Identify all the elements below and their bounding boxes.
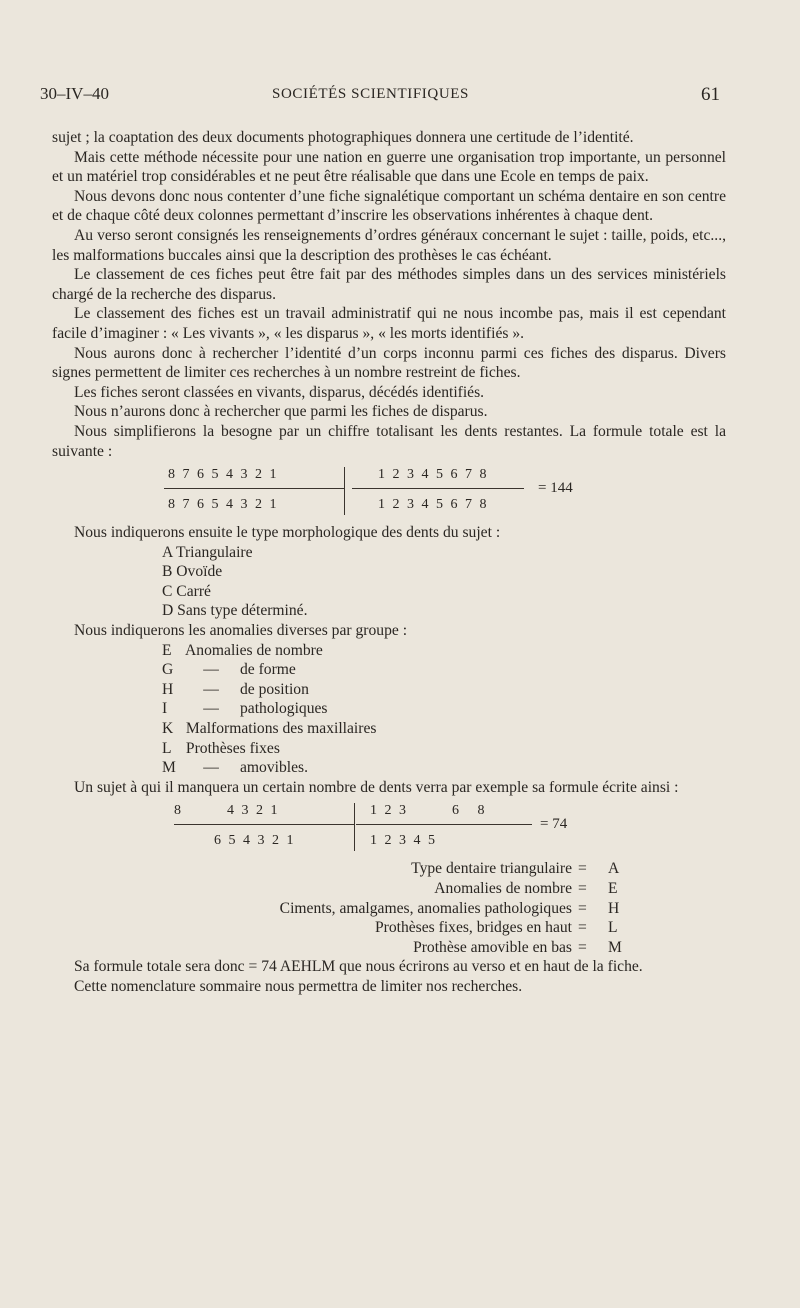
summary-row: Anomalies de nombre = E bbox=[434, 880, 618, 897]
formula-upper-right: 1 2 3 4 5 6 7 8 bbox=[378, 467, 489, 483]
fraction-rule bbox=[164, 488, 344, 489]
formula-total: = 74 bbox=[540, 816, 568, 833]
paragraph: Nous indiquerons ensuite le type morphologique des dents du sujet : bbox=[74, 524, 501, 542]
header-date: 30–IV–40 bbox=[40, 84, 109, 103]
list-item: M — amovibles. bbox=[162, 759, 308, 777]
paragraph: Nous n’aurons donc à rechercher que parmi les fiches de disparus. bbox=[74, 403, 488, 421]
paragraph: Les fiches seront classées en vivants, disparus, décédés identifiés. bbox=[74, 383, 485, 401]
paragraph: Nous indiquerons les anomalies diverses par groupe : bbox=[74, 622, 408, 640]
list-item: L Prothèses fixes bbox=[162, 739, 280, 757]
list-item: C Carré bbox=[162, 582, 211, 600]
midline-divider bbox=[344, 467, 345, 515]
summary-row: Prothèses fixes, bridges en haut = L bbox=[374, 919, 618, 937]
header-title: SOCIÉTÉS SCIENTIFIQUES bbox=[272, 86, 469, 102]
formula-lower-left: 6 5 4 3 2 1 bbox=[214, 833, 296, 849]
paragraph: Le classement des fiches est un travail administratif qui ne nous incombe pas, mais il est cependant facile d’imaginer : « Les vivants », « les disparus », « les morts identifiés ». bbox=[52, 305, 726, 342]
fraction-rule bbox=[352, 488, 524, 489]
paragraph: Le classement de ces fiches peut être fait par des méthodes simples dans un des services ministériels chargé de la recherche des disparus. bbox=[52, 266, 726, 303]
list-item: K Malformations des maxillaires bbox=[162, 720, 377, 738]
formula-upper-left: 8 4 3 2 1 bbox=[174, 803, 280, 819]
summary-row: Ciments, amalgames, anomalies pathologiques = H bbox=[279, 899, 620, 917]
paragraph: Cette nomenclature sommaire nous permettra de limiter nos recherches. bbox=[74, 977, 523, 995]
summary-row: Prothèse amovible en bas = M bbox=[413, 938, 622, 956]
morphology-type-list bbox=[162, 543, 726, 621]
list-item: D Sans type déterminé. bbox=[162, 602, 308, 620]
dental-formula-example bbox=[52, 799, 726, 855]
list-item: I — pathologiques bbox=[162, 700, 328, 718]
formula-total: = 144 bbox=[538, 480, 573, 497]
midline-divider bbox=[354, 803, 355, 851]
summary-row: Type dentaire triangulaire = A bbox=[411, 860, 620, 878]
formula-upper-left: 8 7 6 5 4 3 2 1 bbox=[168, 467, 279, 483]
list-item: G — de forme bbox=[162, 661, 296, 679]
paragraph: Nous simplifierons la besogne par un chiffre totalisant les dents restantes. La formule totale est la suivante : bbox=[52, 422, 726, 460]
formula-lower-right: 1 2 3 4 5 6 7 8 bbox=[378, 497, 489, 513]
formula-lower-left: 8 7 6 5 4 3 2 1 bbox=[168, 497, 279, 513]
formula-lower-right: 1 2 3 4 5 bbox=[370, 833, 437, 849]
paragraph: sujet ; la coaptation des deux documents photographiques donnera une certitude de l’identité. bbox=[52, 129, 634, 146]
running-header bbox=[40, 84, 720, 108]
paragraph: Au verso seront consignés les renseignements d’ordres généraux concernant le sujet : taille, poids, etc..., les malformations buccales ainsi que la description des prothèses le cas échéant. bbox=[52, 226, 726, 264]
paragraph: Nous aurons donc à rechercher l’identité d’un corps inconnu parmi ces fiches des disparus. Divers signes permettent de limiter ces recherches à un nombre restreint de fiches. bbox=[52, 344, 726, 382]
list-item: H — de position bbox=[162, 680, 309, 698]
anomaly-list bbox=[162, 641, 726, 778]
formula-upper-right: 1 2 3 6 8 bbox=[370, 803, 487, 819]
code-summary bbox=[52, 859, 726, 957]
list-item: A Triangulaire bbox=[162, 543, 253, 561]
body-text bbox=[52, 128, 726, 997]
paragraph: Un sujet à qui il manquera un certain nombre de dents verra par exemple sa formule écrite ainsi : bbox=[74, 778, 679, 796]
list-item: E Anomalies de nombre bbox=[162, 641, 323, 659]
dental-formula-full bbox=[52, 463, 726, 519]
paragraph: Nous devons donc nous contenter d’une fiche signalétique comportant un schéma dentaire en son centre et de chaque côté deux colonnes permettant d’inscrire les observations inhérentes à chaque dent. bbox=[52, 187, 726, 225]
fraction-rule bbox=[174, 824, 354, 825]
page-number: 61 bbox=[701, 84, 720, 105]
fraction-rule bbox=[356, 824, 532, 825]
list-item: B Ovoïde bbox=[162, 563, 223, 581]
paragraph: Mais cette méthode nécessite pour une nation en guerre une organisation trop importante, un personnel et un matériel trop considérables et ne peut être réalisable que dans une Ecole en temps de paix. bbox=[52, 148, 726, 186]
paragraph: Sa formule totale sera donc = 74 AEHLM que nous écrirons au verso et en haut de la fiche. bbox=[74, 958, 643, 976]
